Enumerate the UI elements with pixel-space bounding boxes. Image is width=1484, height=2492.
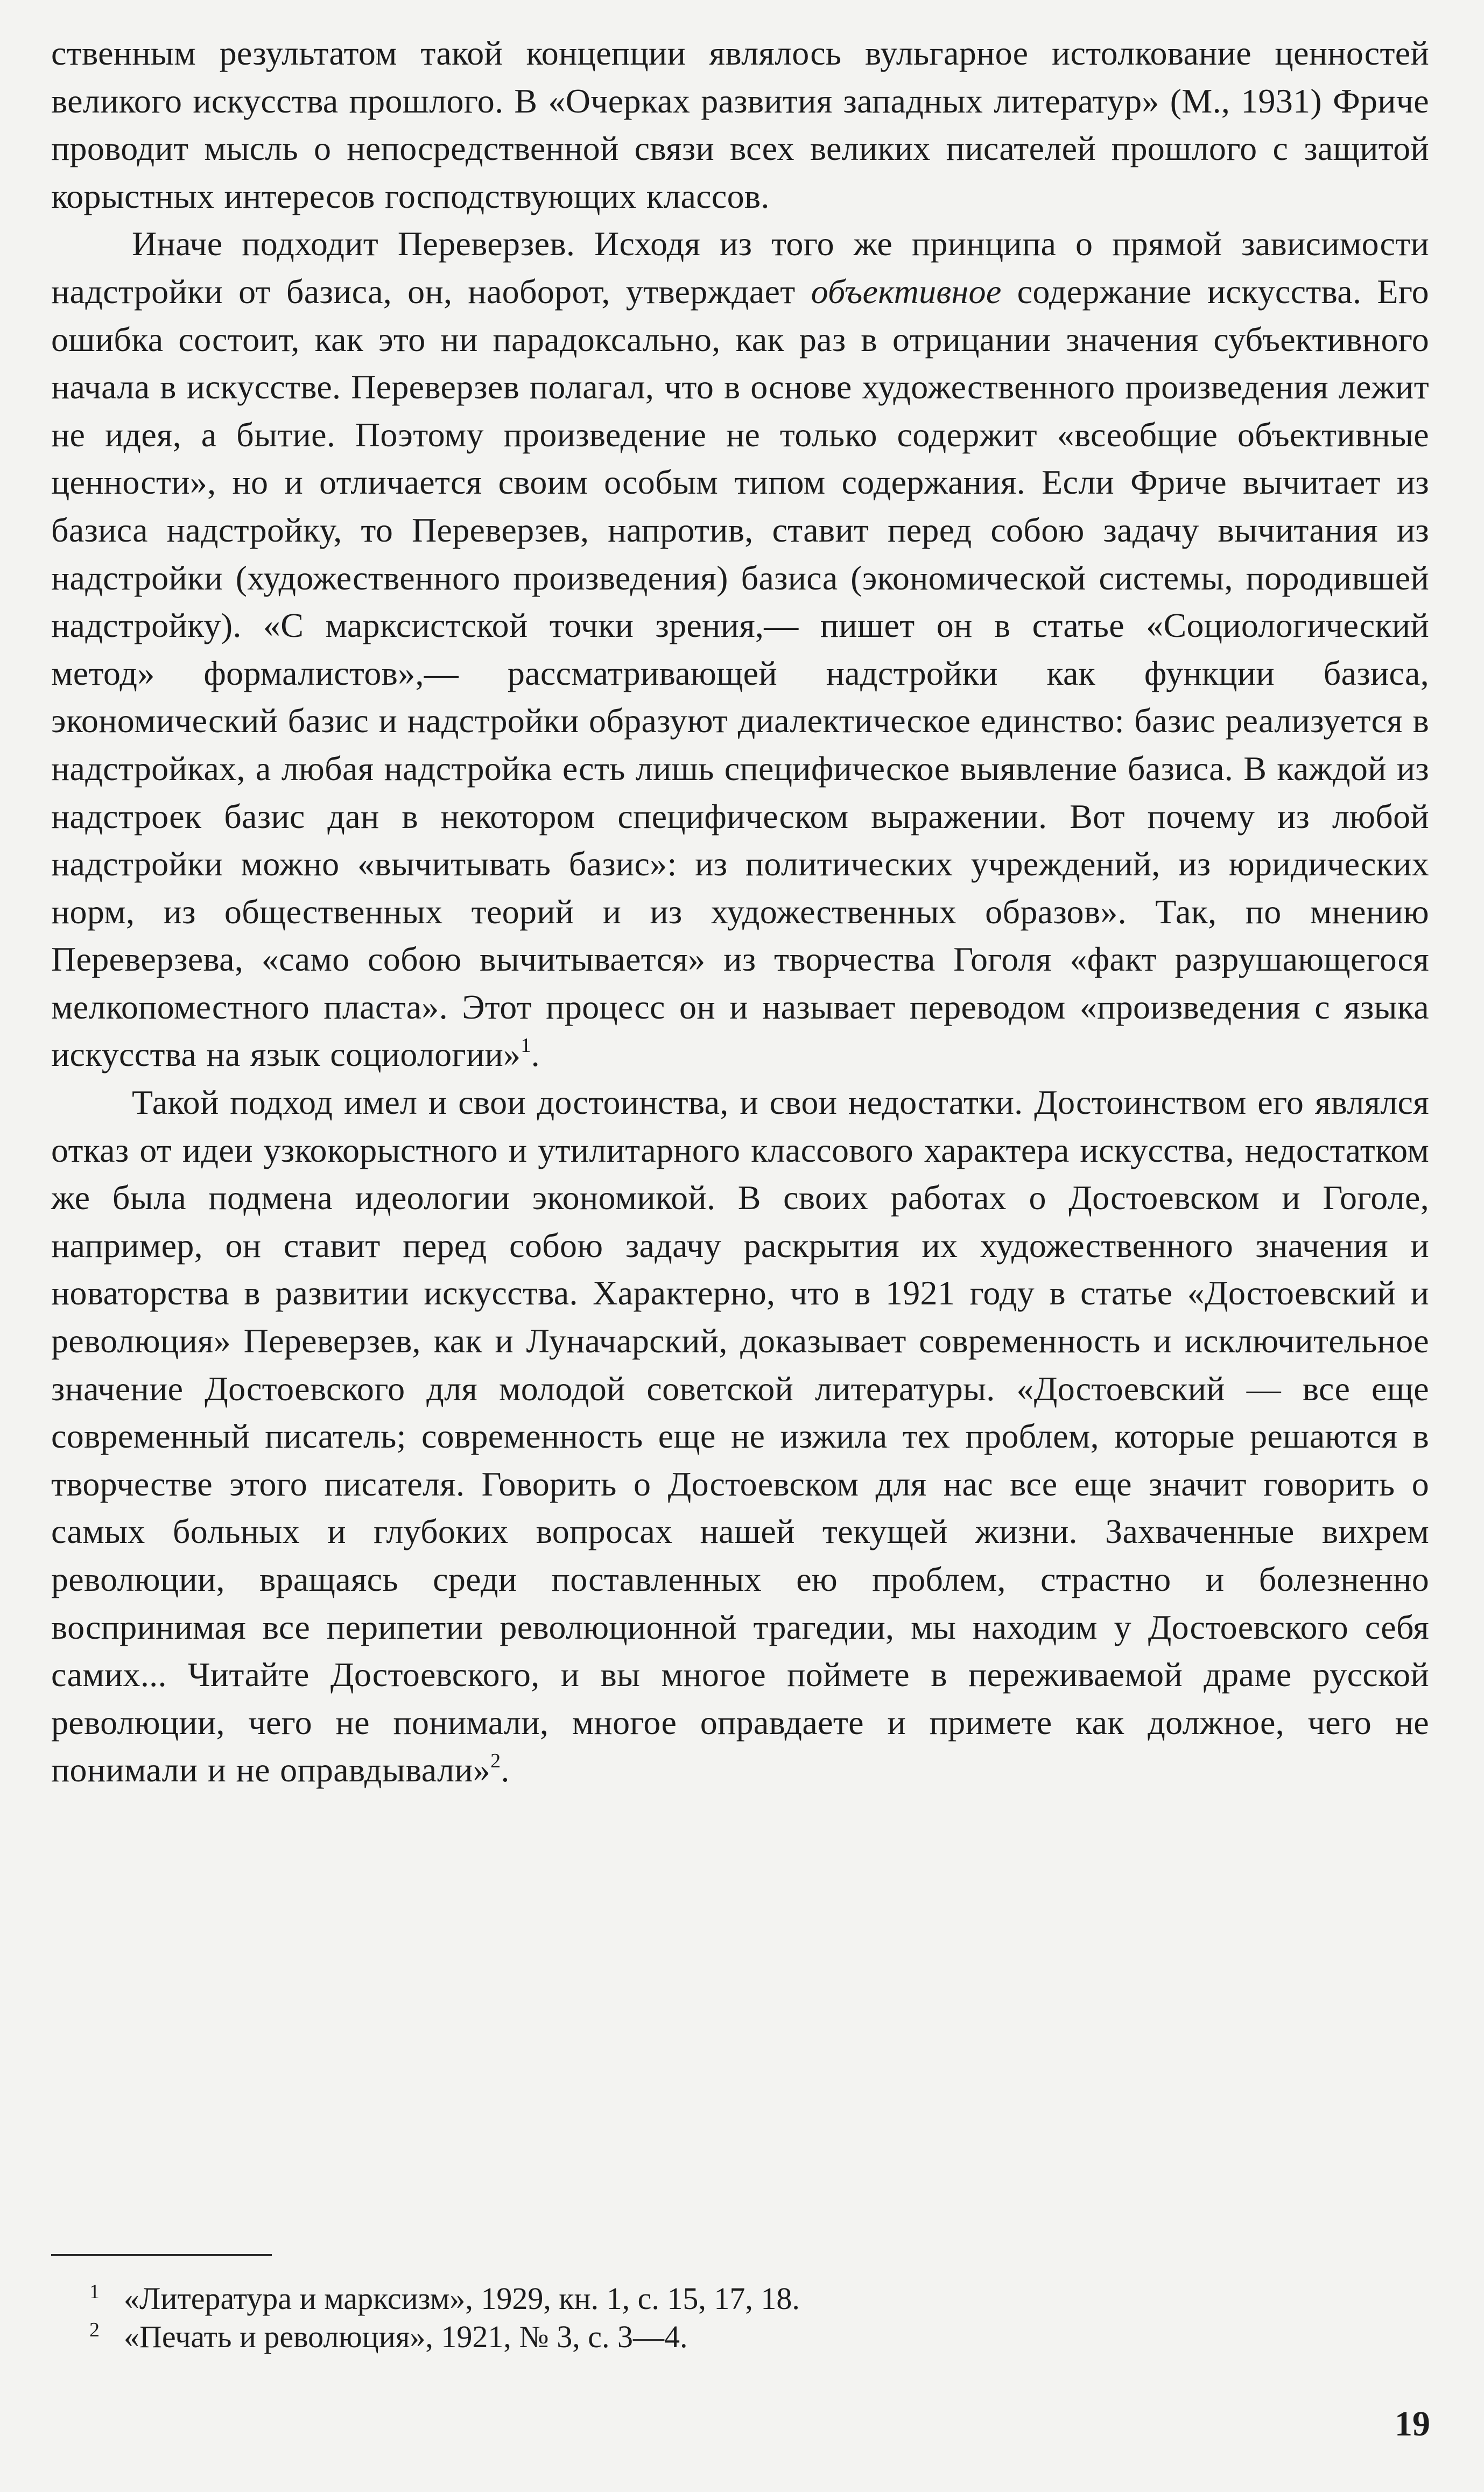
- footnote-1: 1 «Литература и марксизм», 1929, кн. 1, с. 15, 17, 18.: [89, 2280, 800, 2316]
- emphasized-text: объективное: [811, 272, 1002, 311]
- paragraph: [51, 30, 1429, 220]
- text-segment: .: [501, 1751, 510, 1789]
- text-segment: Иначе подходит Переверзев. Исходя из того же принципа о прямой зависимости надстройки от базиса, он, наоборот, утверждает: [51, 224, 1429, 311]
- text-segment: Такой подход имел и свои достоинства, и свои недостатки. Достоинством его являлся отказ от идеи узкокорыстного и утилитарного классового характера искусства, недостатком же была подмена идеологии экономикой. В своих работах о Достоевском и Гоголе, например, он ставит перед собою задачу раскрытия их художественного значения и новаторства в развитии искусства. Характерно, что в 1921 году в статье «Достоевский и революция» Переверзев, как и Луначарский, доказывает современность и исключительное значение Достоевского для молодой советской литературы. «Достоевский — все еще современный писатель; современность еще не изжила тех проблем, которые решаются в творчестве этого писателя. Говорить о Достоевском для нас все еще значит говорить о самых больных и глубоких вопросах нашей текущей жизни. Захваченные вихрем революции, вращаясь среди поставленных ею проблем, страстно и болезненно воспринимая все перипетии революционной трагедии, мы находим у Достоевского себя самих... Читайте Достоевского, и вы многое поймете в переживаемой драме русской революции, чего не понимали, многое оправдаете и примете как должное, чего не понимали и не оправдывали»: [51, 1083, 1429, 1789]
- footnote-reference: 2: [490, 1750, 501, 1773]
- text-segment: ственным результатом такой концепции являлось вульгарное истолкование ценностей великого искусства прошлого. В «Очерках развития западных литератур» (М., 1931) Фриче проводит мысль о непосредственной связи всех великих писателей прошлого с защитой корыстных интересов господствующих классов.: [51, 34, 1429, 215]
- footnote-text: «Литература и марксизм», 1929, кн. 1, с. 15, 17, 18.: [124, 2281, 800, 2316]
- page-number: 19: [1395, 2404, 1430, 2444]
- footnote-reference: 1: [521, 1034, 531, 1057]
- footnote-text: «Печать и революция», 1921, № 3, с. 3—4.: [124, 2319, 688, 2354]
- body-text: [51, 30, 1429, 1794]
- text-segment: .: [531, 1035, 540, 1074]
- footnote-divider: [51, 2254, 272, 2256]
- text-segment: содержание искусства. Его ошибка состоит, как это ни парадоксально, как раз в отрицании значения субъективного начала в искусстве. Переверзев полагал, что в основе художественного произведения лежит не идея, а бытие. Поэтому произведение не только содержит «всеобщие объективные ценности», но и отличается своим особым типом содержания. Если Фриче вычитает из базиса надстройку, то Переверзев, напротив, ставит перед собою задачу вычитания из надстройки (художественного произведения) базиса (экономической системы, породившей надстройку). «С марксистской точки зрения,— пишет он в статье «Социологический метод» формалистов»,— рассматривающей надстройки как функции базиса, экономический базис и надстройки образуют диалектическое единство: базис реализуется в надстройках, а любая надстройка есть лишь специфическое выявление базиса. В каждой из надстроек базис дан в некотором специфическом выражении. Вот почему из любой надстройки можно «вычитывать базис»: из политических учреждений, из юридических норм, из общественных теорий и из художественных образов». Так, по мнению Переверзева, «само собою вычитывается» из творчества Гоголя «факт разрушающегося мелкопоместного пласта». Этот процесс он и называет переводом «произведения с языка искусства на язык социологии»: [51, 272, 1429, 1074]
- paragraph: [51, 1079, 1429, 1794]
- footnotes: [89, 2279, 1362, 2356]
- paragraph: [51, 220, 1429, 1079]
- footnote-2: 2 «Печать и революция», 1921, № 3, с. 3—4.: [89, 2318, 688, 2354]
